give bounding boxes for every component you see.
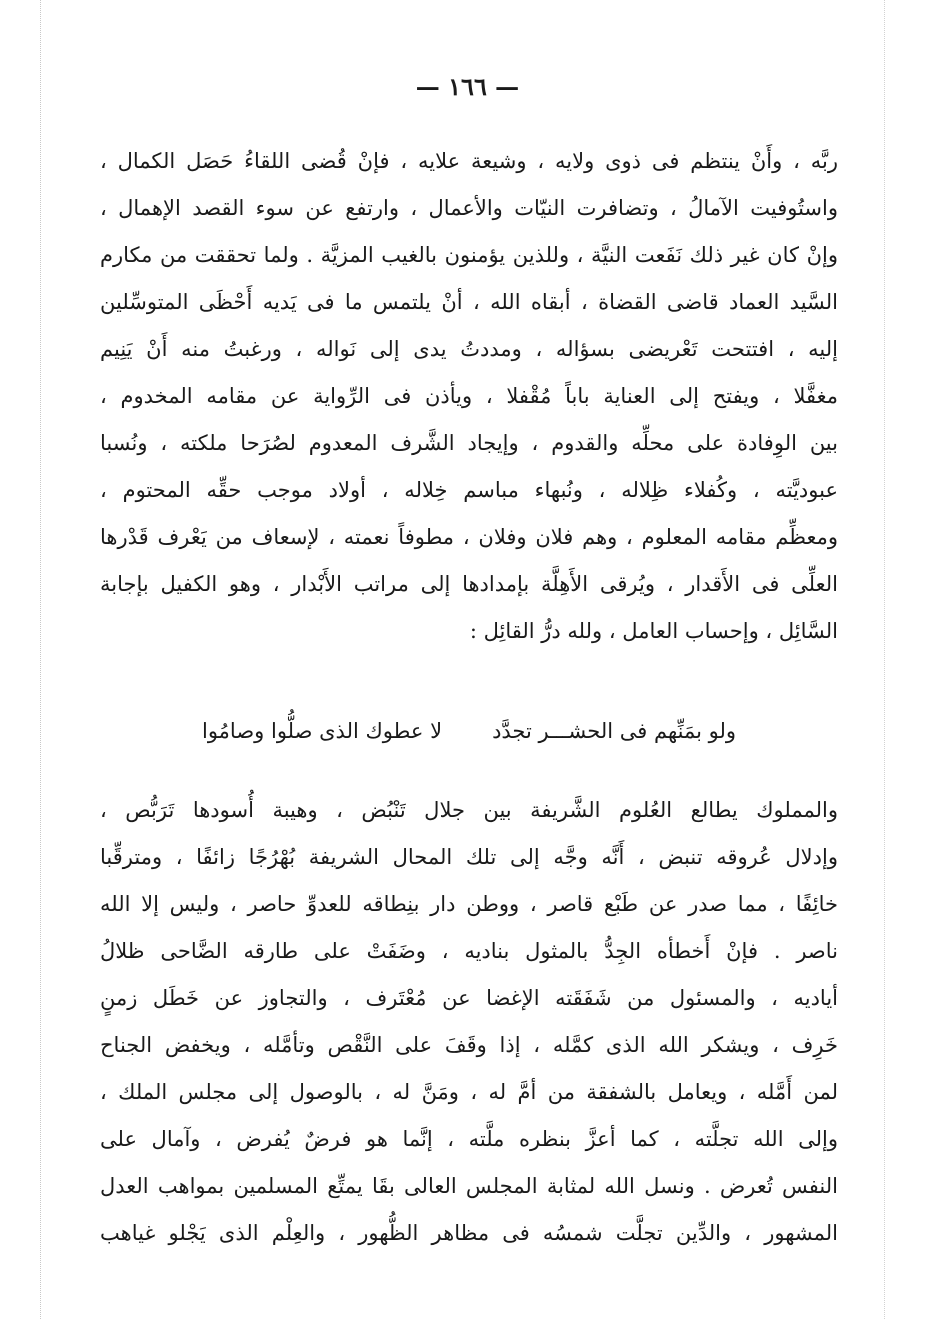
scan-edge-right — [884, 0, 885, 1319]
text-line: وإدلال عُروقه تنبض ، أَنَّه وجَّه إلى تلك المحال الشريفة بُهْرُجًا زائفًا ، ومترقِّبا — [100, 845, 838, 869]
text-line: السَّيد العماد قاضى القضاة ، أبقاه الله ، أنْ يلتمس ما فى يَديه أَحْظَى المتوسِّلين — [100, 290, 838, 314]
poetry-verse — [100, 708, 838, 755]
text-line: أياديه ، والمسئول من شَفَقَته الإغضا عن مُعْتَرف ، والتجاوز عن خَطَل زمنٍ — [100, 986, 838, 1010]
text-line: ناصر . فإنْ أَخطأه الجِدُّ بالمثول بناديه ، وضَفَتْ على طارقه الضَّاحى ظلالُ — [100, 939, 838, 963]
scan-edge-left — [40, 0, 41, 1319]
text-line: واستُوفيت الآمالُ ، وتضافرت النيّات والأعمال ، وارتفع عن سوء القصد الإهمال ، — [100, 196, 838, 220]
text-line: النفس تُعرض . ونسل الله لمثابة المجلس العالى بقَا يمتِّع المسلمين بمواهب العدل — [100, 1174, 838, 1198]
page-number: — ١٦٦ — — [415, 72, 520, 101]
text-line: خائِفًا ، مما صدر عن طَبْع قاصر ، ووطن دار بنِطاقه للعدوِّ حاصر ، وليس إلا الله — [100, 892, 838, 916]
verse-first-hemistich: ولو بمَنِّهم فى الحشـــر تجدَّد — [492, 719, 737, 743]
text-line: وإنْ كان غير ذلك نَفَعت النيَّة ، وللذين يؤمنون بالغيب المزيَّة . ولما تحققت من مكارم — [100, 243, 838, 267]
verse-second-hemistich: لا عطوك الذى صلُّوا وصامُوا — [202, 719, 443, 743]
text-line: بين الوِفادة على محلِّه والقدوم ، وإيجاد الشَّرف المعدوم لصُرَحا ملكته ، ونُسبا — [100, 431, 838, 455]
paragraph-2 — [100, 787, 838, 1257]
text-line: خَرِف ، ويشكر الله الذى كمَّله ، إذا وقَفَ على النَّقْص وتأمَّله ، ويخفض الجناح — [100, 1033, 838, 1057]
text-line: ومعظِّم مقامه المعلوم ، وهم فلان وفلان ، مطوفاً نعمته ، لإسعاف من يَعْرف قَدْرها — [100, 525, 838, 549]
text-line: إليه ، افتتحت تَعْريضى بسؤاله ، ومددتُ يدى إلى نَواله ، ورغبتُ منه أَنْ يَنِيم — [100, 337, 838, 361]
text-line: عبوديَّته ، وكُفلاء ظِلاله ، ونُبهاء مباسم خِلاله ، أولاد موجب حقِّه المحتوم ، — [100, 478, 838, 502]
text-line: المشهور ، والدِّين تجلَّت شمسُه فى مظاهر الظُّهور ، والعِلْم الذى يَجْلو غياهب — [100, 1221, 838, 1245]
text-line: لمن أَمَّله ، ويعامل بالشفقة من أمَّ له ، ومَنَّ له ، بالوصول إلى مجلس الملك ، — [100, 1080, 838, 1104]
text-line: مغفَّلا ، ويفتح إلى العناية باباً مُقْفلا ، ويأذن فى الرِّواية عن مقامه المخدوم ، — [100, 384, 838, 408]
text-line: ربَّه ، وأَنْ ينتظم فى ذوى ولايه ، وشيعة علايه ، فإنْ قُضى اللقاءُ حَصَل الكمال ، — [100, 149, 838, 173]
text-line: وإلى الله تجلَّته ، كما أعزَّ بنظره ملَّته ، إنَّما هو فرضٌ يُفرض ، وآمال على — [100, 1127, 838, 1151]
paragraph-1 — [100, 138, 838, 655]
text-line: السَّائِل ، وإحساب العامل ، ولله درُّ القائِل : — [469, 619, 838, 643]
text-line: والمملوك يطالع العُلوم الشَّريفة بين جلال تَنْبُض ، وهيبة أُسودها تَرَبُّص ، — [100, 798, 838, 822]
text-line: العلِّى فى الأَقدار ، ويُرقى الأَهِلَّة بإمدادها إلى مراتب الأَبْدار ، وهو الكفيل بإجابة — [100, 572, 838, 596]
